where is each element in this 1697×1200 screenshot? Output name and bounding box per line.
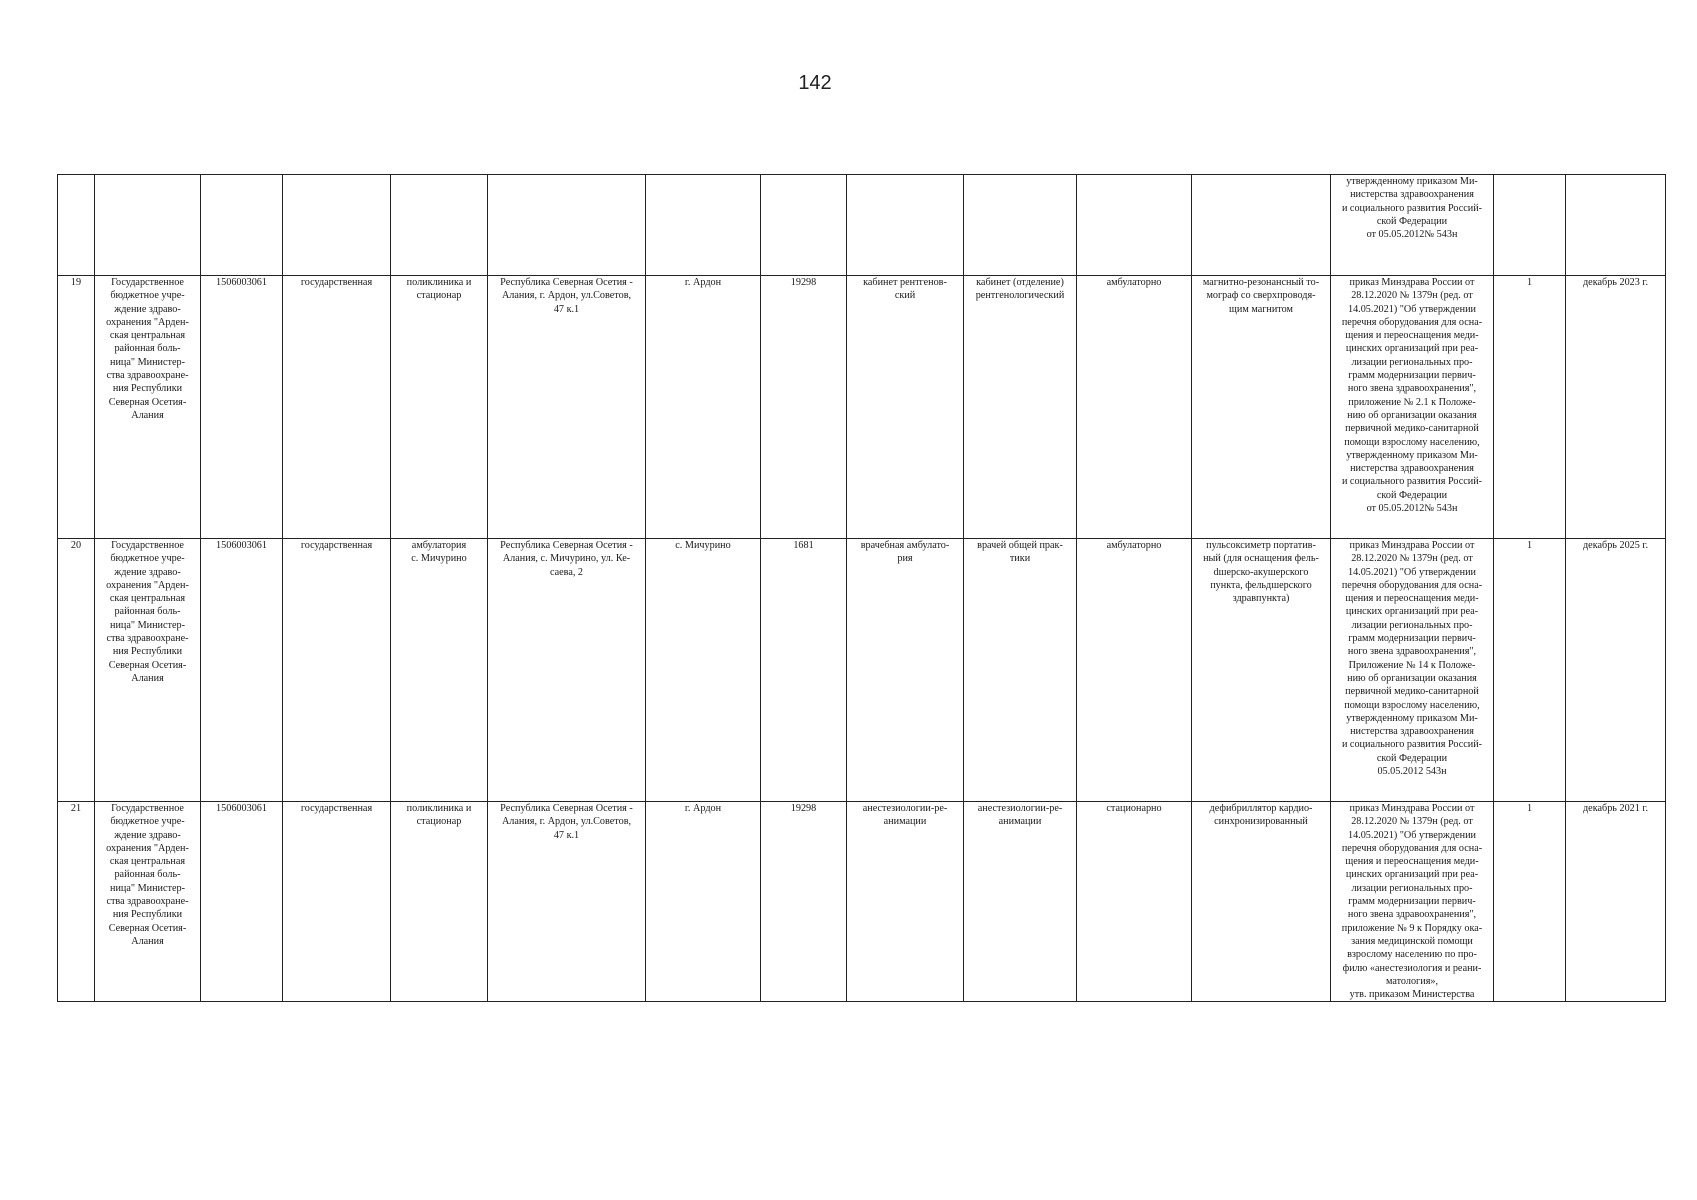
cell-organization: Государственное бюджетное учре- ждение здраво- охранения "Арден- ская центральная районная боль- ница" Министер- ства здравоохране- ния Республики Северная Осетия- Алания (95, 276, 201, 539)
cell-quantity: 1 (1494, 802, 1566, 1002)
cell-cabinet: врачебная амбулато- рия (847, 539, 964, 802)
cell-population: 19298 (761, 802, 847, 1002)
cell-ownership: государственная (283, 276, 391, 539)
table-row (58, 802, 1666, 1002)
cell-population: 19298 (761, 276, 847, 539)
cell-unit-type: поликлиника и стационар (391, 276, 488, 539)
cell-deadline: декабрь 2025 г. (1566, 539, 1666, 802)
cell-quantity: 1 (1494, 276, 1566, 539)
cell-equipment: магнитно-резонансный то- мограф со сверхпроводя- щим магнитом (1192, 276, 1331, 539)
cell-department: анестезиологии-ре- анимации (964, 802, 1077, 1002)
cell-ownership: государственная (283, 802, 391, 1002)
cell-organization (95, 175, 201, 276)
table-row (58, 276, 1666, 539)
cell-unit-type: поликлиника и стационар (391, 802, 488, 1002)
cell-document: утвержденному приказом Ми- нистерства здравоохранения и социального развития Россий- ской Федерации от 05.05.2012№ 543н (1331, 175, 1494, 276)
cell-address: Республика Северная Осетия - Алания, г. Ардон, ул.Советов, 47 к.1 (488, 802, 646, 1002)
cell-equipment: дефибриллятор кардио- синхронизированный (1192, 802, 1331, 1002)
cell-inn: 1506003061 (201, 539, 283, 802)
cell-care-condition: стационарно (1077, 802, 1192, 1002)
cell-deadline (1566, 175, 1666, 276)
page-number: 142 (798, 72, 832, 94)
cell-quantity (1494, 175, 1566, 276)
cell-equipment (1192, 175, 1331, 276)
cell-inn (201, 175, 283, 276)
cell-organization: Государственное бюджетное учре- ждение здраво- охранения "Арден- ская центральная районная боль- ница" Министер- ства здравоохране- ния Республики Северная Осетия- Алания (95, 539, 201, 802)
cell-cabinet: кабинет рентгенов- ский (847, 276, 964, 539)
table-row-continuation (58, 175, 1666, 276)
cell-equipment: пульсоксиметр портатив- ный (для оснащения фель- dшерско-акушерского пункта, фельдшерского здравпункта) (1192, 539, 1331, 802)
cell-number: 20 (58, 539, 95, 802)
cell-department: кабинет (отделение) рентгенологический (964, 276, 1077, 539)
equipment-registry-table (57, 174, 1666, 1002)
cell-inn: 1506003061 (201, 276, 283, 539)
table-row (58, 539, 1666, 802)
cell-deadline: декабрь 2021 г. (1566, 802, 1666, 1002)
cell-address: Республика Северная Осетия - Алания, г. Ардон, ул.Советов, 47 к.1 (488, 276, 646, 539)
cell-locality: г. Ардон (646, 802, 761, 1002)
cell-document: приказ Минздрава России от 28.12.2020 № 1379н (ред. от 14.05.2021) "Об утверждении перечня оборудования для осна- щения и переоснащения меди- цинских организаций при реа- лизации региональных про- грамм модернизации первич- ного звена здравоохранения", приложение № 9 к Порядку ока- зания медицинской помощи взрослому населению по про- филю «анестезиология и реани- матология», утв. приказом Министерства (1331, 802, 1494, 1002)
cell-quantity: 1 (1494, 539, 1566, 802)
cell-deadline: декабрь 2023 г. (1566, 276, 1666, 539)
cell-unit-type (391, 175, 488, 276)
cell-care-condition (1077, 175, 1192, 276)
cell-department: врачей общей прак- тики (964, 539, 1077, 802)
cell-inn: 1506003061 (201, 802, 283, 1002)
cell-locality: г. Ардон (646, 276, 761, 539)
cell-number: 21 (58, 802, 95, 1002)
cell-care-condition: амбулаторно (1077, 539, 1192, 802)
cell-organization: Государственное бюджетное учре- ждение здраво- охранения "Арден- ская центральная районная боль- ница" Министер- ства здравоохране- ния Республики Северная Осетия- Алания (95, 802, 201, 1002)
cell-population: 1681 (761, 539, 847, 802)
cell-ownership: государственная (283, 539, 391, 802)
cell-locality: с. Мичурино (646, 539, 761, 802)
cell-ownership (283, 175, 391, 276)
cell-cabinet (847, 175, 964, 276)
cell-number: 19 (58, 276, 95, 539)
cell-locality (646, 175, 761, 276)
cell-care-condition: амбулаторно (1077, 276, 1192, 539)
cell-address (488, 175, 646, 276)
cell-number (58, 175, 95, 276)
cell-document: приказ Минздрава России от 28.12.2020 № 1379н (ред. от 14.05.2021) "Об утверждении перечня оборудования для осна- щения и переоснащения меди- цинских организаций при реа- лизации региональных про- грамм модернизации первич- ного звена здравоохранения", приложение № 2.1 к Положе- нию об организации оказания первичной медико-санитарной помощи взрослому населению, утвержденному приказом Ми- нистерства здравоохранения и социального развития Россий- ской Федерации от 05.05.2012№ 543н (1331, 276, 1494, 539)
cell-department (964, 175, 1077, 276)
cell-document: приказ Минздрава России от 28.12.2020 № 1379н (ред. от 14.05.2021) "Об утверждении перечня оборудования для осна- щения и переоснащения меди- цинских организаций при реа- лизации региональных про- грамм модернизации первич- ного звена здравоохранения", Приложение № 14 к Положе- нию об организации оказания первичной медико-санитарной помощи взрослому населению, утвержденному приказом Ми- нистерства здравоохранения и социального развития Россий- ской Федерации 05.05.2012 543н (1331, 539, 1494, 802)
cell-address: Республика Северная Осетия - Алания, с. Мичурино, ул. Ке- саева, 2 (488, 539, 646, 802)
cell-cabinet: анестезиологии-ре- анимации (847, 802, 964, 1002)
cell-population (761, 175, 847, 276)
cell-unit-type: амбулатория с. Мичурино (391, 539, 488, 802)
